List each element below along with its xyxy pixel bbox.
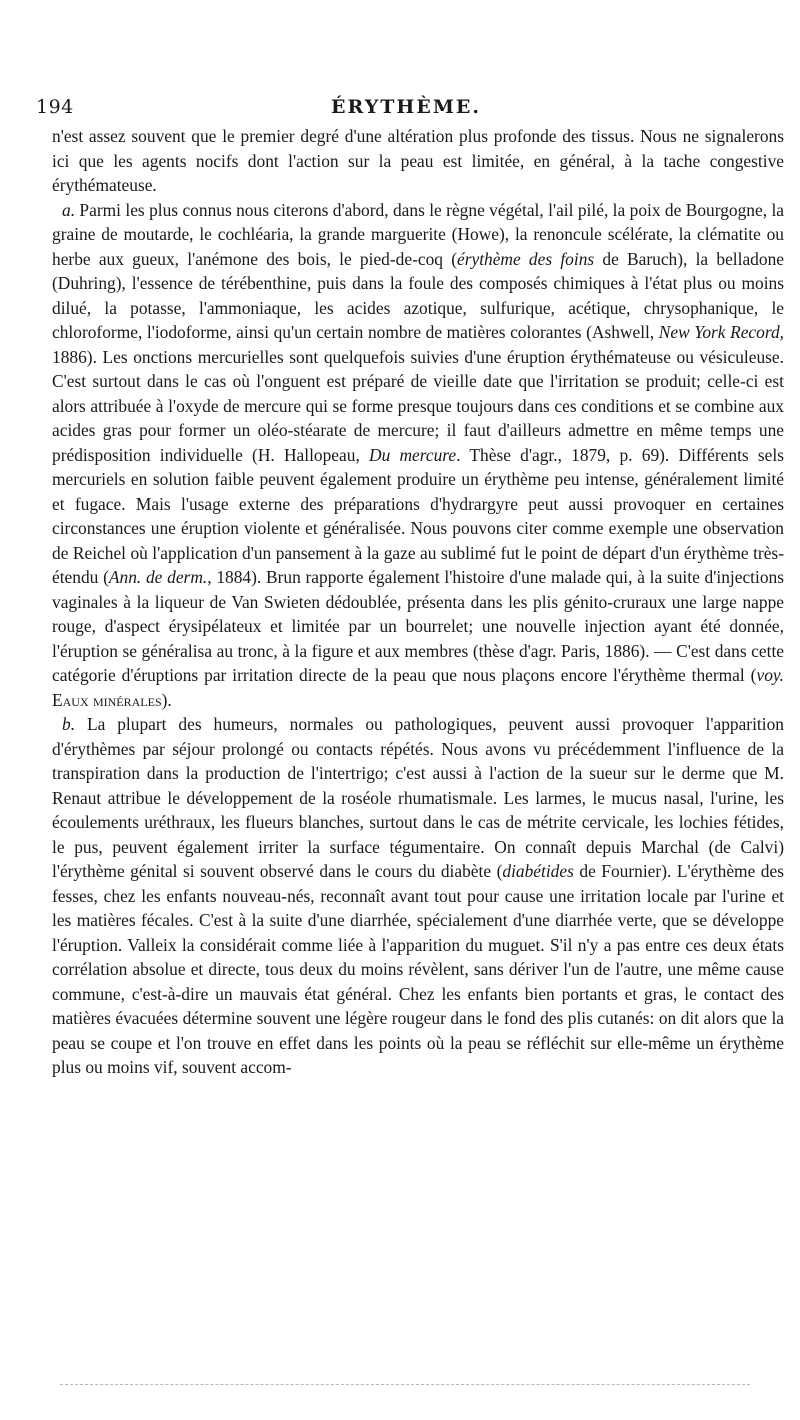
text-run: de Fournier). L'érythème des fesses, chez les enfants nouveau-nés, reconnaît avant tout pour cause une irritation locale par l'urine et les matières fécales. C'est à la suite d'une diarrhée, spécialement d'une diarrhée verte, que se développe l'éruption. Valleix la considérait comme liée à l'apparition du muguet. S'il n'y a pas entre ces deux états corrélation absolue et directe, tous deux du moins révèlent, sans dériver l'un de l'autre, une même cause commune, c'est-à-dire un mauvais état général. Chez les enfants bien portants et gras, le contact des matières évacuées détermine souvent une légère rougeur dans le fond des plis cutanés: on dit alors que la peau se coupe et l'on trouve en effet dans les points où la peau se réfléchit sur elle-même un érythème plus ou moins vif, souvent accom- xyxy=(52,861,784,1077)
text-run: ). xyxy=(161,689,172,710)
text-run: diabétides xyxy=(502,861,574,881)
paragraph-intro xyxy=(52,124,784,198)
text-run: Eaux minérales xyxy=(52,689,162,710)
paragraph-a xyxy=(52,198,784,713)
text-run: n'est assez souvent que le premier degré d'une altération plus profonde des tissus. Nous ne signalerons ici que les agents nocifs dont l'action sur la peau est limitée, en général, à la tache congestive érythémateuse. xyxy=(52,126,784,195)
text-run: 1886). Les onctions mercurielles sont quelquefois suivies d'une éruption érythémateuse ou vésiculeuse. C'est surtout dans le cas où l'onguent est préparé de vieille date que l'irritation se produit; celle-ci est alors attribuée à l'oxyde de mercure qui se forme presque toujours dans ces conditions et se combine aux acides gras pour former un oléo-stéarate de mercure; il faut d'ailleurs admettre en même temps une prédisposition individuelle (H. Hallopeau, xyxy=(52,346,784,465)
text-run: Du mercure xyxy=(369,444,457,465)
page-number: 194 xyxy=(36,96,74,118)
running-head: ÉRYTHÈME. xyxy=(331,96,481,118)
text-run: Parmi les plus connus nous citerons d'abord, dans le règne végétal, l'ail pilé, la poix de Bourgogne, la graine de moutarde, le cochléaria, la grande marguerite (Howe), la renoncule scélérate, la clématite ou herbe aux gueux, l'anémone des bois, le pied-de-coq ( xyxy=(52,199,784,269)
text-run: New York Record, xyxy=(658,322,785,342)
text-run: Ann. de derm., xyxy=(108,567,212,587)
paragraph-b xyxy=(52,712,784,1080)
text-run: érythème des foins xyxy=(456,248,595,269)
text-run: a. xyxy=(62,199,76,220)
page-header xyxy=(36,96,776,124)
text-run: . Thèse d'agr., 1879, p. 69). Différents sels mercuriels en solution faible peuvent également produire un érythème peu intense, généralement limité et fugace. Mais l'usage externe des préparations d'hydrargyre peut aussi provoquer en certaines circonstances une éruption violente et généralisée. Nous pouvons citer comme exemple une observation de Reichel où l'application d'un pansement à la gaze au sublimé fut le point de départ d'un érythème très-étendu ( xyxy=(52,444,784,587)
text-run: voy. xyxy=(756,665,784,685)
bottom-rule xyxy=(60,1384,750,1385)
body-text xyxy=(52,124,784,1080)
text-run: de Baruch), la belladone (Duhring), l'essence de térébenthine, puis dans la foule des composés chimiques à l'état plus ou moins dilué, la potasse, l'ammoniaque, les acides azotique, sulfurique, acétique, chrysophanique, le chloroforme, l'iodoforme, ainsi qu'un certain nombre de matières colorantes (Ashwell, xyxy=(52,248,784,342)
text-run: 1884). Brun rapporte également l'histoire d'une malade qui, à la suite d'injections vaginales à la liqueur de Van Swieten dédoublée, présenta dans les plis génito-cruraux une large nappe rouge, d'aspect érysipélateux et limitée par un bourrelet; une nouvelle injection ayant été donnée, l'éruption se généralisa au tronc, à la figure et aux membres (thèse d'agr. Paris, 1886). — C'est dans cette catégorie d'éruptions par irritation directe de la peau que nous plaçons encore l'érythème thermal ( xyxy=(52,567,784,685)
text-run: La plupart des humeurs, normales ou pathologiques, peuvent aussi provoquer l'apparition d'érythèmes par séjour prolongé ou contacts répétés. Nous avons vu précédemment l'influence de la transpiration dans la production de l'intertrigo; c'est aussi à l'action de la sueur sur le derme que M. Renaut attribue le développement de la roséole rhumatismale. Les larmes, le mucus nasal, l'urine, les écoulements uréthraux, les flueurs blanches, surtout dans le cas de métrite cervicale, les lochies fétides, le pus, peuvent également irriter la surface tégumentaire. On connaît depuis Marchal (de Calvi) l'érythème génital si souvent observé dans le cours du diabète ( xyxy=(52,714,784,881)
text-run: b. xyxy=(62,714,76,734)
